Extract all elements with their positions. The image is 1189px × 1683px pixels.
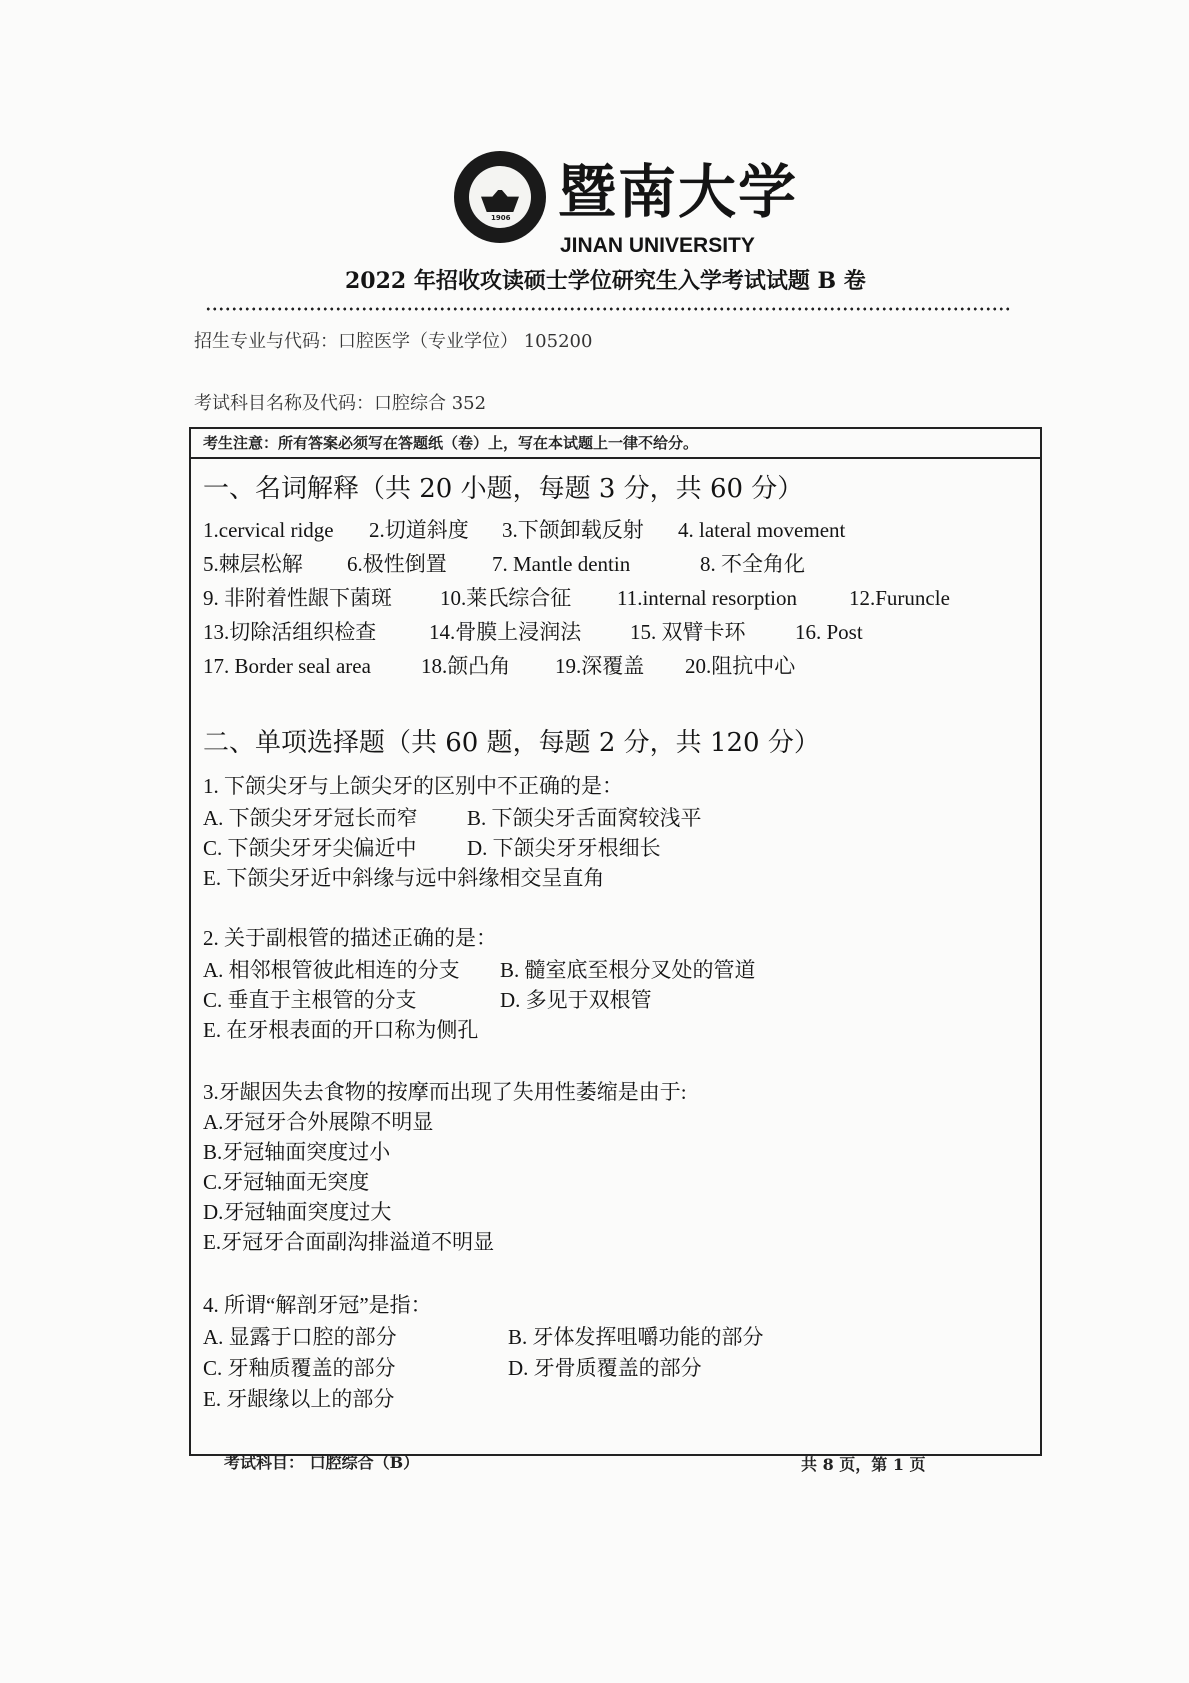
section2-heading: 二、单项选择题（共 60 题，每题 2 分，共 120 分）	[203, 728, 820, 758]
question-option: E.牙冠牙合面副沟排溢道不明显	[203, 1230, 495, 1254]
term-item: 13.切除活组织检查	[203, 620, 377, 644]
question-option: B.牙冠轴面突度过小	[203, 1140, 391, 1164]
term-item: 2.切道斜度	[369, 518, 469, 542]
term-item: 12.Furuncle	[849, 586, 950, 610]
major-line: 招生专业与代码：口腔医学（专业学位） 105200	[194, 331, 593, 352]
question-option: A. 显露于口腔的部分	[203, 1325, 397, 1349]
subject-line: 考试科目名称及代码：口腔综合 352	[194, 393, 487, 414]
logo-year: 1906	[491, 214, 511, 222]
question-option: E. 下颌尖牙近中斜缘与远中斜缘相交呈直角	[203, 866, 605, 890]
term-item: 10.莱氏综合征	[440, 586, 572, 610]
question-option: C. 牙釉质覆盖的部分	[203, 1356, 396, 1380]
term-item: 7. Mantle dentin	[492, 552, 631, 576]
question-option: D.牙冠轴面突度过大	[203, 1200, 392, 1224]
question-stem: 4. 所谓“解剖牙冠”是指：	[203, 1293, 432, 1317]
university-seal-logo	[454, 151, 546, 243]
question-option: B. 牙体发挥咀嚼功能的部分	[508, 1325, 764, 1349]
question-stem: 3.牙龈因失去食物的按摩而出现了失用性萎缩是由于:	[203, 1080, 687, 1104]
term-item: 3.下颌卸载反射	[502, 518, 644, 542]
question-option: E. 牙龈缘以上的部分	[203, 1387, 395, 1411]
term-item: 19.深覆盖	[555, 654, 645, 678]
term-item: 1.cervical ridge	[203, 518, 334, 542]
question-option: E. 在牙根表面的开口称为侧孔	[203, 1018, 479, 1042]
term-item: 16. Post	[795, 620, 863, 644]
university-name-cn: 暨南大学	[558, 158, 799, 226]
term-item: 8. 不全角化	[700, 552, 805, 576]
term-item: 11.internal resorption	[617, 586, 798, 610]
footer-page-count: 共 8 页，第 1 页	[801, 1455, 926, 1474]
term-item: 6.极性倒置	[347, 552, 447, 576]
question-option: D. 下颌尖牙牙根细长	[467, 836, 661, 860]
exam-title: 2022 年招收攻读硕士学位研究生入学考试试题 B 卷	[345, 268, 866, 294]
term-item: 18.颌凸角	[421, 654, 511, 678]
question-option: A. 相邻根管彼此相连的分支	[203, 958, 460, 982]
question-option: A.牙冠牙合外展隙不明显	[203, 1110, 434, 1134]
footer-subject: 考试科目： 口腔综合（B）	[224, 1453, 420, 1472]
question-option: D. 牙骨质覆盖的部分	[508, 1356, 702, 1380]
question-option: D. 多见于双根管	[500, 988, 652, 1012]
question-stem: 1. 下颌尖牙与上颌尖牙的区别中不正确的是：	[203, 774, 623, 798]
term-item: 5.棘层松解	[203, 552, 303, 576]
candidate-notice: 考生注意：所有答案必须写在答题纸（卷）上，写在本试题上一律不给分。	[203, 434, 699, 452]
term-item: 15. 双臂卡环	[630, 620, 746, 644]
question-option: C.牙冠轴面无突度	[203, 1170, 370, 1194]
section1-heading: 一、名词解释（共 20 小题，每题 3 分，共 60 分）	[203, 474, 804, 504]
question-stem: 2. 关于副根管的描述正确的是：	[203, 926, 497, 950]
question-option: C. 垂直于主根管的分支	[203, 988, 417, 1012]
dotted-divider	[205, 306, 1010, 312]
term-item: 17. Border seal area	[203, 654, 371, 678]
question-option: B. 髓室底至根分叉处的管道	[500, 958, 756, 982]
notice-divider	[189, 457, 1040, 459]
question-option: C. 下颌尖牙牙尖偏近中	[203, 836, 417, 860]
term-item: 4. lateral movement	[678, 518, 846, 542]
question-option: B. 下颌尖牙舌面窝较浅平	[467, 806, 702, 830]
term-item: 9. 非附着性龈下菌斑	[203, 586, 392, 610]
term-item: 20.阻抗中心	[685, 654, 796, 678]
university-name-en: JINAN UNIVERSITY	[560, 234, 755, 257]
question-option: A. 下颌尖牙牙冠长而窄	[203, 806, 418, 830]
term-item: 14.骨膜上浸润法	[429, 620, 582, 644]
